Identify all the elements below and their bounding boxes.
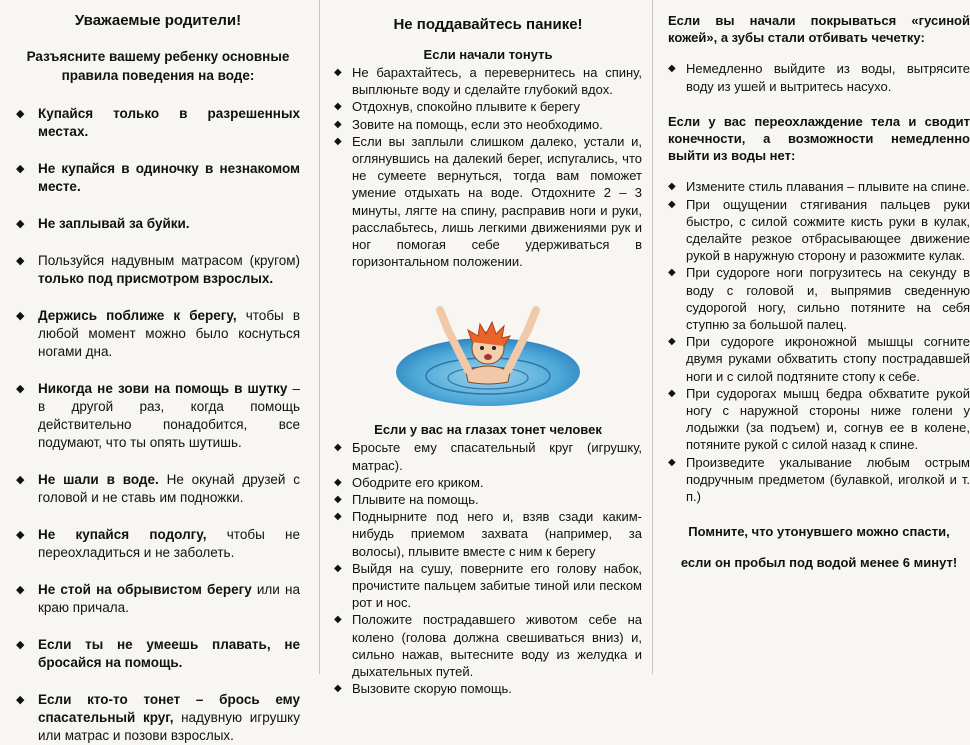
reminder-line-2: если он пробыл под водой менее 6 минут! xyxy=(680,555,958,571)
list-item: ◆ Вызовите скорую помощь. xyxy=(334,680,642,697)
rule-item xyxy=(16,215,300,233)
rule-bold-text: Держись поближе к берегу, xyxy=(38,308,237,323)
rule-item xyxy=(16,380,300,452)
rule-item xyxy=(16,581,300,617)
rules-list xyxy=(16,105,300,745)
cramps-list xyxy=(668,178,970,505)
rule-bold-text: Не купайся подолгу, xyxy=(38,527,207,542)
rule-bold-text: Если кто-то тонет – брось ему спасательный круг, xyxy=(38,692,300,725)
rule-item xyxy=(16,471,300,507)
rule-bold-text: Купайся только в разрешенных местах. xyxy=(38,106,300,139)
rule-item xyxy=(16,636,300,672)
parents-intro: Разъясните вашему ребенку основные правила поведения на воде: xyxy=(26,49,290,83)
list-item: ◆ Выйдя на сушу, поверните его голову набок, прочистите пальцем забитые тиной или песком рот и нос. xyxy=(334,560,642,612)
list-item: ◆ Если вы заплыли слишком далеко, устали и, оглянувшись на далекий берег, испугались, что не сумеете вернуться, тогда вам поможет умение отдыхать на воде. Отдохните 2 – 3 минуты, лягте на спину, расправив ноги и руки, расслабьтесь, лишь легкими движениями рук и ног помогая себе удерживаться в горизонтальном положении. xyxy=(334,133,642,271)
goosebumps-list xyxy=(668,60,970,94)
rule-text: чтобы в любой момент можно было коснуться ногами дна. xyxy=(38,308,300,359)
list-item: ◆ Зовите на помощь, если это необходимо. xyxy=(334,116,642,133)
rule-text: Не окунай друзей с головой и не ставь им подножки. xyxy=(38,472,300,505)
someone-drowning-heading: Если у вас на глазах тонет человек xyxy=(374,422,602,438)
drowning-boy-illustration xyxy=(388,290,588,410)
rule-text: Пользуйся надувным матрасом (кругом) xyxy=(38,253,300,268)
rule-item xyxy=(16,252,300,288)
rule-text: чтобы не переохладиться и не заболеть. xyxy=(38,527,300,560)
rule-bold-text: только под присмотром взрослых. xyxy=(38,271,274,286)
list-item: ◆ При ощущении стягивания пальцев руки быстро, с силой сожмите кисть руки в кулак, сделайте резкое отбрасывающее движение рукой в наружную сторону и разожмите кулак. xyxy=(668,196,970,265)
rule-bold-text: Не купайся в одиночку в незнакомом месте. xyxy=(38,161,300,194)
someone-drowning-list xyxy=(334,439,642,697)
panic-title: Не поддавайтесь панике! xyxy=(393,16,583,33)
list-item: ◆ Немедленно выйдите из воды, вытрясите воду из ушей и вытритесь насухо. xyxy=(668,60,970,94)
rule-bold-text: Если ты не умеешь плавать, не бросайся на помощь. xyxy=(38,637,300,670)
list-item: ◆ Не барахтайтесь, а перевернитесь на спину, выплюньте воду и сделайте глубокий вдох. xyxy=(334,64,642,98)
fold-line xyxy=(652,0,653,674)
drowning-self-list xyxy=(334,64,642,270)
list-item: ◆ Бросьте ему спасательный круг (игрушку, матрас). xyxy=(334,439,642,473)
rule-item xyxy=(16,307,300,361)
rule-bold-text: Не шали в воде. xyxy=(38,472,159,487)
list-item: ◆ Отдохнув, спокойно плывите к берегу xyxy=(334,98,642,115)
cramps-heading: Если у вас переохлаждение тела и сводит конечности, а возможности немедленно выйти из воды нет: xyxy=(668,113,970,164)
column-parents-rules xyxy=(0,0,320,743)
list-item: ◆ Положите пострадавшего животом себе на колено (голова должна свешиваться вниз) и, сильно нажав, вытесните воду из желудка и дыхательных путей. xyxy=(334,611,642,680)
list-item: ◆ Произведите укалывание любым острым подручным предметом (булавкой, иголкой и т. п.) xyxy=(668,454,970,506)
column-panic xyxy=(320,0,650,697)
rule-item xyxy=(16,526,300,562)
list-item: ◆ Измените стиль плавания – плывите на спине. xyxy=(668,178,970,195)
list-item: ◆ Поднырните под него и, взяв сзади каким-нибудь приемом захвата (например, за волосы), плывите вместе с ним к берегу xyxy=(334,508,642,560)
goosebumps-heading: Если вы начали покрываться «гусиной кожей», а зубы стали отбивать чечетку: xyxy=(668,13,970,46)
rule-text: или на краю причала. xyxy=(38,582,300,615)
drowning-self-heading: Если начали тонуть xyxy=(423,47,553,62)
rule-bold-text: Не заплывай за буйки. xyxy=(38,216,190,231)
column-cold xyxy=(654,0,970,674)
rule-bold-text: Не стой на обрывистом берегу xyxy=(38,582,252,597)
rule-item xyxy=(16,160,300,196)
list-item: ◆ Плывите на помощь. xyxy=(334,491,642,508)
rule-text: надувную игрушку или матрас и позови взрослых. xyxy=(38,710,300,743)
rule-item xyxy=(16,691,300,745)
rule-item xyxy=(16,105,300,141)
rule-text: – в другой раз, когда помощь действительно понадобится, все подумают, что ты опять шутишь. xyxy=(38,381,300,450)
list-item: ◆ При судорогах мышц бедра обхватите рукой ногу с наружной стороны ниже голени у лодыжки (за подъем) и, согнув ее в колене, потяните рукой с силой назад к спине. xyxy=(668,385,970,454)
list-item: ◆ При судороге икроножной мышцы согните двумя руками обхватить стопу пострадавшей ноги и с силой подтяните стопу к себе. xyxy=(668,333,970,385)
reminder-line-1: Помните, что утонувшего можно спасти, xyxy=(688,524,950,540)
rule-bold-text: Никогда не зови на помощь в шутку xyxy=(38,381,288,396)
list-item: ◆ Ободрите его криком. xyxy=(334,474,642,491)
list-item: ◆ При судороге ноги погрузитесь на секунду в воду с головой и, выпрямив сведенную судорогой ногу, сильно потяните на себя ступню за большой палец. xyxy=(668,264,970,333)
parents-title: Уважаемые родители! xyxy=(74,12,242,29)
